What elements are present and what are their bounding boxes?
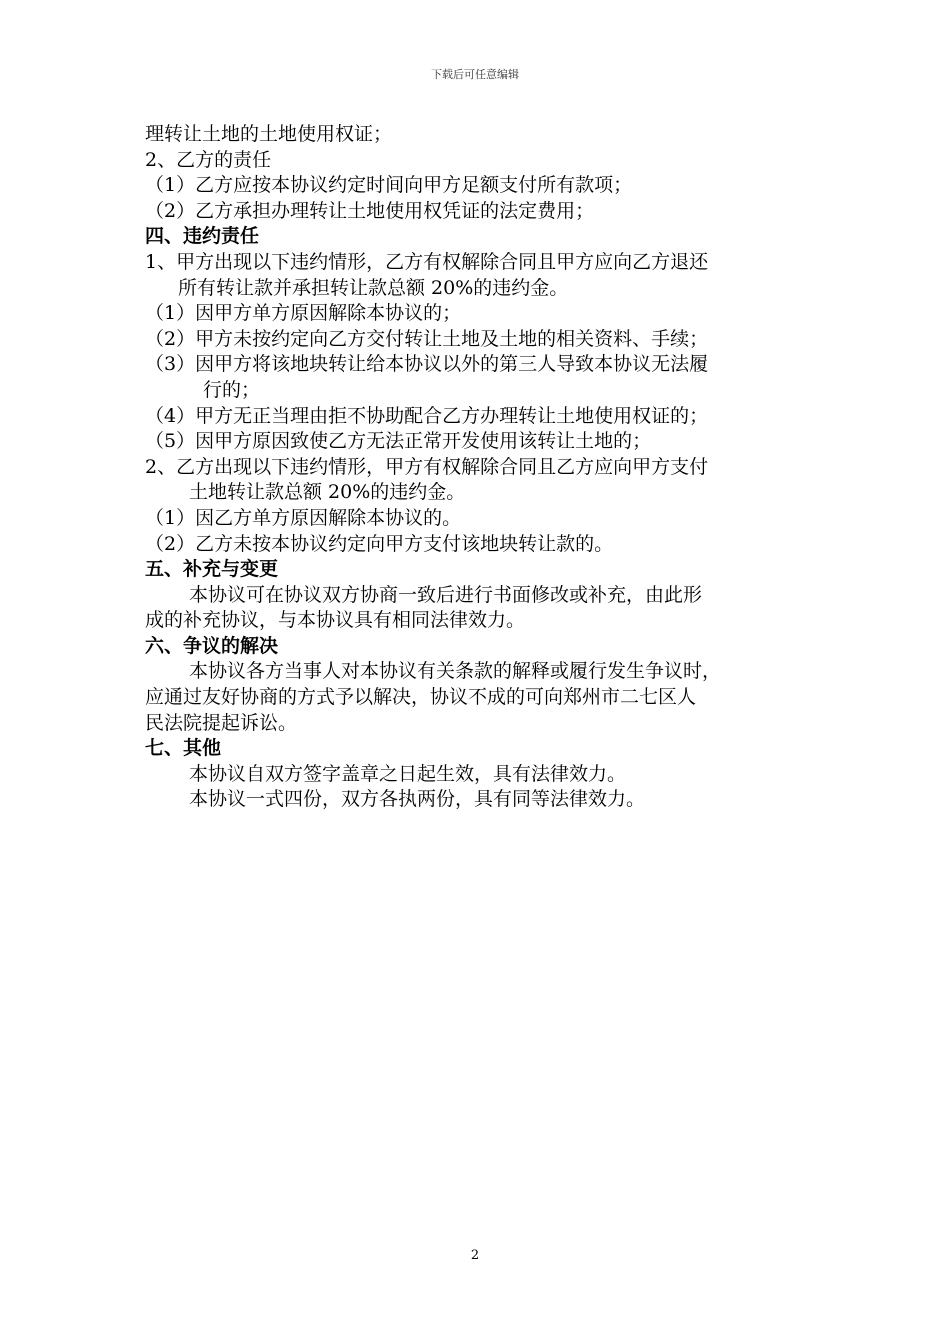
text-line: 民法院提起诉讼。 [145, 711, 298, 734]
text-line: 行的； [203, 378, 261, 401]
text-line: （1）乙方应按本协议约定时间向甲方足额支付所有款项； [145, 174, 633, 197]
text-line: 所有转让款并承担转让款总额 20%的违约金。 [178, 276, 569, 299]
text-line: （1）因甲方单方原因解除本协议的； [145, 302, 462, 325]
document-body [145, 122, 825, 813]
text-line: 本协议各方当事人对本协议有关条款的解释或履行发生争议时， [189, 660, 722, 683]
text-line: 1、甲方出现以下违约情形，乙方有权解除合同且甲方应向乙方退还 [145, 250, 709, 273]
section-heading: 五、补充与变更 [145, 558, 279, 581]
section-heading: 六、争议的解决 [145, 634, 279, 657]
text-line: （5）因甲方原因致使乙方无法正常开发使用该转让土地的； [145, 430, 652, 453]
text-line: 成的补充协议，与本协议具有相同法律效力。 [145, 609, 526, 632]
text-line: 2、乙方的责任 [145, 148, 272, 171]
section-heading: 七、其他 [145, 737, 222, 760]
text-line: 本协议可在协议双方协商一致后进行书面修改或补充，由此形 [189, 583, 703, 606]
text-line: （2）甲方未按约定向乙方交付转让土地及土地的相关资料、手续； [145, 327, 709, 350]
text-line: 本协议自双方签字盖章之日起生效，具有法律效力。 [189, 762, 627, 785]
text-line: 土地转让款总额 20%的违约金。 [189, 481, 466, 504]
text-line: 理转让土地的土地使用权证； [145, 123, 393, 145]
text-line: （3）因甲方将该地块转让给本协议以外的第三人导致本协议无法履 [145, 353, 709, 376]
section-heading: 四、违约责任 [145, 225, 260, 248]
text-line: （2）乙方承担办理转让土地使用权凭证的法定费用； [145, 199, 595, 222]
page-number: 2 [470, 1248, 480, 1263]
text-line: （1）因乙方单方原因解除本协议的。 [145, 506, 462, 529]
text-line: 本协议一式四份，双方各执两份，具有同等法律效力。 [189, 788, 646, 811]
page-header: 下载后可任意编辑 [431, 68, 519, 81]
text-line: （2）乙方未按本协议约定向甲方支付该地块转让款的。 [145, 532, 614, 555]
text-line: 应通过友好协商的方式予以解决，协议不成的可向郑州市二七区人 [145, 686, 697, 709]
text-line: 2、乙方出现以下违约情形，甲方有权解除合同且乙方应向甲方支付 [145, 455, 709, 478]
text-line: （4）甲方无正当理由拒不协助配合乙方办理转让土地使用权证的； [145, 404, 709, 427]
